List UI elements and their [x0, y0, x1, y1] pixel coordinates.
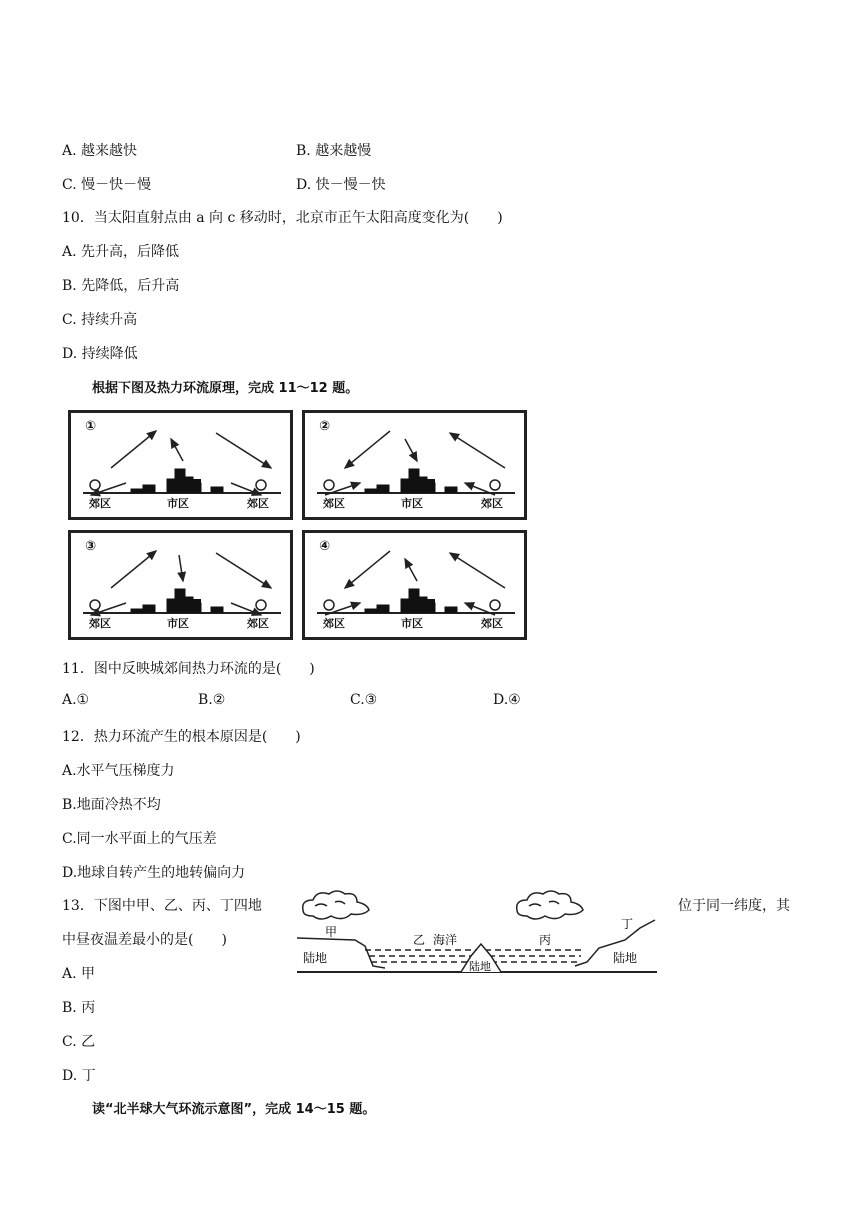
label-suburb-right: 郊区: [481, 497, 503, 510]
circulation-panel-2: [302, 410, 527, 520]
tree-icon: [90, 600, 100, 610]
q10-option-a: A. 先升高，后降低: [62, 244, 180, 260]
q13-option-d: D. 丁: [62, 1068, 96, 1084]
q12-option-a: A.水平气压梯度力: [62, 763, 175, 779]
intro-14-15: 读“北半球大气环流示意图”，完成 14～15 题。: [92, 1102, 376, 1117]
q11-option-b: B.②: [198, 692, 226, 708]
intro-11-12: 根据下图及热力环流原理，完成 11～12 题。: [92, 381, 359, 396]
q11-option-a: A.①: [62, 692, 90, 708]
land-sea-cross-section-figure: [295, 888, 660, 980]
label-suburb-right: 郊区: [481, 617, 503, 630]
airflow-arrow: [171, 439, 183, 461]
label-bing: 丙: [539, 933, 552, 947]
airflow-arrow: [111, 431, 156, 468]
tree-icon: [490, 480, 500, 490]
label-city: 市区: [167, 497, 189, 510]
label-suburb-left: 郊区: [89, 497, 111, 510]
q13-stem-line2: 中昼夜温差最小的是( ): [62, 932, 227, 948]
airflow-arrow: [111, 551, 156, 588]
tree-icon: [324, 480, 334, 490]
q12-option-c: C.同一水平面上的气压差: [62, 831, 217, 847]
q9-option-d: D. 快－慢－快: [296, 177, 386, 193]
q9-option-b: B. 越来越慢: [296, 143, 372, 159]
q12-stem: 12．热力环流产生的根本原因是( ): [62, 729, 301, 745]
label-city: 市区: [167, 617, 189, 630]
q9-option-a: A. 越来越快: [62, 143, 138, 159]
cloud-icon: [303, 891, 369, 919]
label-city: 市区: [401, 497, 423, 510]
label-suburb-right: 郊区: [247, 617, 269, 630]
airflow-arrow: [405, 559, 417, 581]
label-land-mid: 陆地: [469, 960, 491, 973]
tree-icon: [490, 600, 500, 610]
circulation-panel-3: [68, 530, 293, 640]
airflow-arrow: [345, 431, 390, 468]
q13-stem-right: 位于同一纬度，其: [678, 898, 790, 914]
q12-option-b: B.地面冷热不均: [62, 797, 161, 813]
q12-option-d: D.地球自转产生的地转偏向力: [62, 865, 246, 881]
tree-icon: [256, 600, 266, 610]
label-land-left: 陆地: [303, 951, 328, 965]
panel-number: ③: [85, 539, 97, 554]
label-suburb-left: 郊区: [323, 497, 345, 510]
q13-option-a: A. 甲: [62, 966, 96, 982]
airflow-arrow: [216, 433, 271, 468]
label-ocean: 海洋: [433, 933, 458, 947]
q10-option-c: C. 持续升高: [62, 312, 138, 328]
label-ding: 丁: [621, 917, 634, 931]
label-suburb-left: 郊区: [323, 617, 345, 630]
q10-option-d: D. 持续降低: [62, 346, 138, 362]
circulation-panel-1: [68, 410, 293, 520]
airflow-arrow: [405, 439, 417, 461]
label-yi: 乙: [413, 933, 426, 947]
q11-stem: 11．图中反映城郊间热力环流的是( ): [62, 661, 315, 677]
label-jia: 甲: [325, 925, 338, 939]
q11-option-c: C.③: [350, 692, 378, 708]
q10-option-b: B. 先降低，后升高: [62, 278, 180, 294]
panel-number: ①: [85, 419, 97, 434]
tree-icon: [256, 480, 266, 490]
label-suburb-left: 郊区: [89, 617, 111, 630]
cloud-icon: [517, 891, 583, 919]
circulation-panel-4: [302, 530, 527, 640]
q9-option-c: C. 慢－快－慢: [62, 177, 152, 193]
airflow-arrow: [450, 553, 505, 588]
airflow-arrow: [450, 433, 505, 468]
tree-icon: [324, 600, 334, 610]
q13-option-b: B. 丙: [62, 1000, 96, 1016]
panel-number: ④: [319, 539, 331, 554]
q11-option-d: D.④: [493, 692, 521, 708]
label-city: 市区: [401, 617, 423, 630]
airflow-arrow: [179, 555, 183, 581]
q10-stem: 10．当太阳直射点由 a 向 c 移动时，北京市正午太阳高度变化为( ): [62, 210, 503, 226]
label-land-right: 陆地: [613, 951, 638, 965]
airflow-arrow: [216, 553, 271, 588]
q13-stem-left: 13．下图中甲、乙、丙、丁四地: [62, 898, 262, 914]
q13-option-c: C. 乙: [62, 1034, 96, 1050]
tree-icon: [90, 480, 100, 490]
airflow-arrow: [345, 551, 390, 588]
label-suburb-right: 郊区: [247, 497, 269, 510]
panel-number: ②: [319, 419, 331, 434]
